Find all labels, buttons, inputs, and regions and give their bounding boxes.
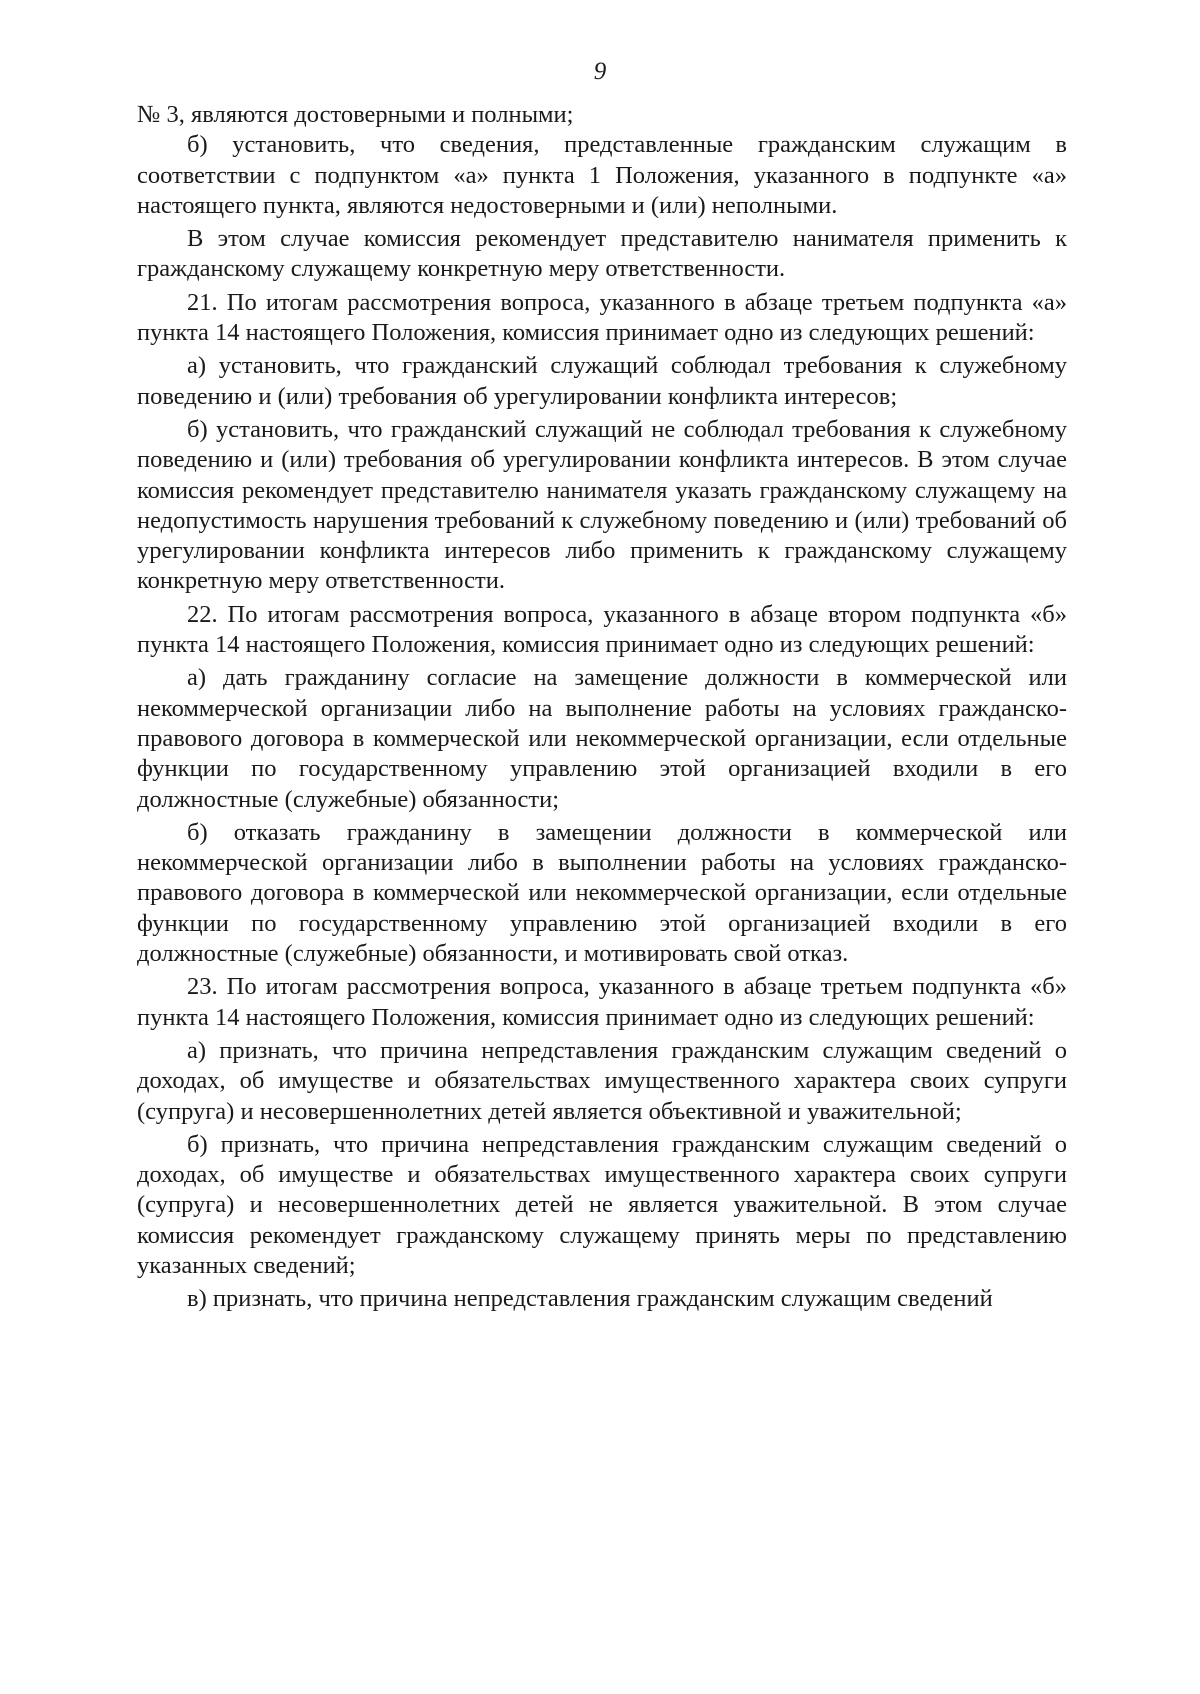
paragraph: б) отказать гражданину в замещении должности в коммерческой или некоммерческой организации либо в выполнении работы на условиях гражданско-правового договора в коммерческой или некоммерческой организации, если отдельные функции по государственному управлению этой организацией входили в его должностные (служебные) обязанности, и мотивировать свой отказ.	[137, 818, 1067, 968]
paragraph: 23. По итогам рассмотрения вопроса, указанного в абзаце третьем подпункта «б» пункта 14 настоящего Положения, комиссия принимает одно из следующих решений:	[137, 973, 1067, 1031]
paragraph: б) признать, что причина непредставления гражданским служащим сведений о доходах, об имуществе и обязательствах имущественного характера своих супруги (супруга) и несовершеннолетних детей не является уважительной. В этом случае комиссия рекомендует гражданскому служащему принять меры по представлению указанных сведений;	[137, 1130, 1067, 1279]
paragraph: б) установить, что сведения, представленные гражданским служащим в соответствии с подпунктом «а» пункта 1 Положения, указанного в подпункте «а» настоящего пункта, являются недостоверными и (или) неполными.	[137, 131, 1067, 219]
document-body	[137, 100, 1067, 1315]
paragraph: 22. По итогам рассмотрения вопроса, указанного в абзаце втором подпункта «б» пункта 14 настоящего Положения, комиссия принимает одно из следующих решений:	[137, 600, 1067, 659]
paragraph: а) признать, что причина непредставления гражданским служащим сведений о доходах, об имуществе и обязательствах имущественного характера своих супруги (супруга) и несовершеннолетних детей является объективной и уважительной;	[137, 1036, 1067, 1125]
paragraph: 21. По итогам рассмотрения вопроса, указанного в абзаце третьем подпункта «а» пункта 14 настоящего Положения, комиссия принимает одно из следующих решений:	[137, 288, 1067, 347]
paragraph: а) дать гражданину согласие на замещение должности в коммерческой или некоммерческой организации либо на выполнение работы на условиях гражданско-правового договора в коммерческой или некоммерческой организации, если отдельные функции по государственному управлению этой организацией входили в его должностные (служебные) обязанности;	[137, 664, 1067, 813]
paragraph: № 3, являются достоверными и полными;	[137, 101, 574, 128]
paragraph: а) установить, что гражданский служащий соблюдал требования к служебному поведению и (или) требования об урегулировании конфликта интересов;	[137, 352, 1067, 410]
paragraph: б) установить, что гражданский служащий не соблюдал требования к служебному поведению и (или) требования об урегулировании конфликта интересов. В этом случае комиссия рекомендует представителю нанимателя указать гражданскому служащему на недопустимость нарушения требований к служебному поведению и (или) требований об урегулировании конфликта интересов либо применить к гражданскому служащему конкретную меру ответственности.	[137, 415, 1067, 595]
page-number: 9	[593, 58, 607, 85]
paragraph: в) признать, что причина непредставления гражданским служащим сведений	[187, 1285, 993, 1313]
paragraph: В этом случае комиссия рекомендует представителю нанимателя применить к гражданскому служащему конкретную меру ответственности.	[137, 225, 1067, 283]
